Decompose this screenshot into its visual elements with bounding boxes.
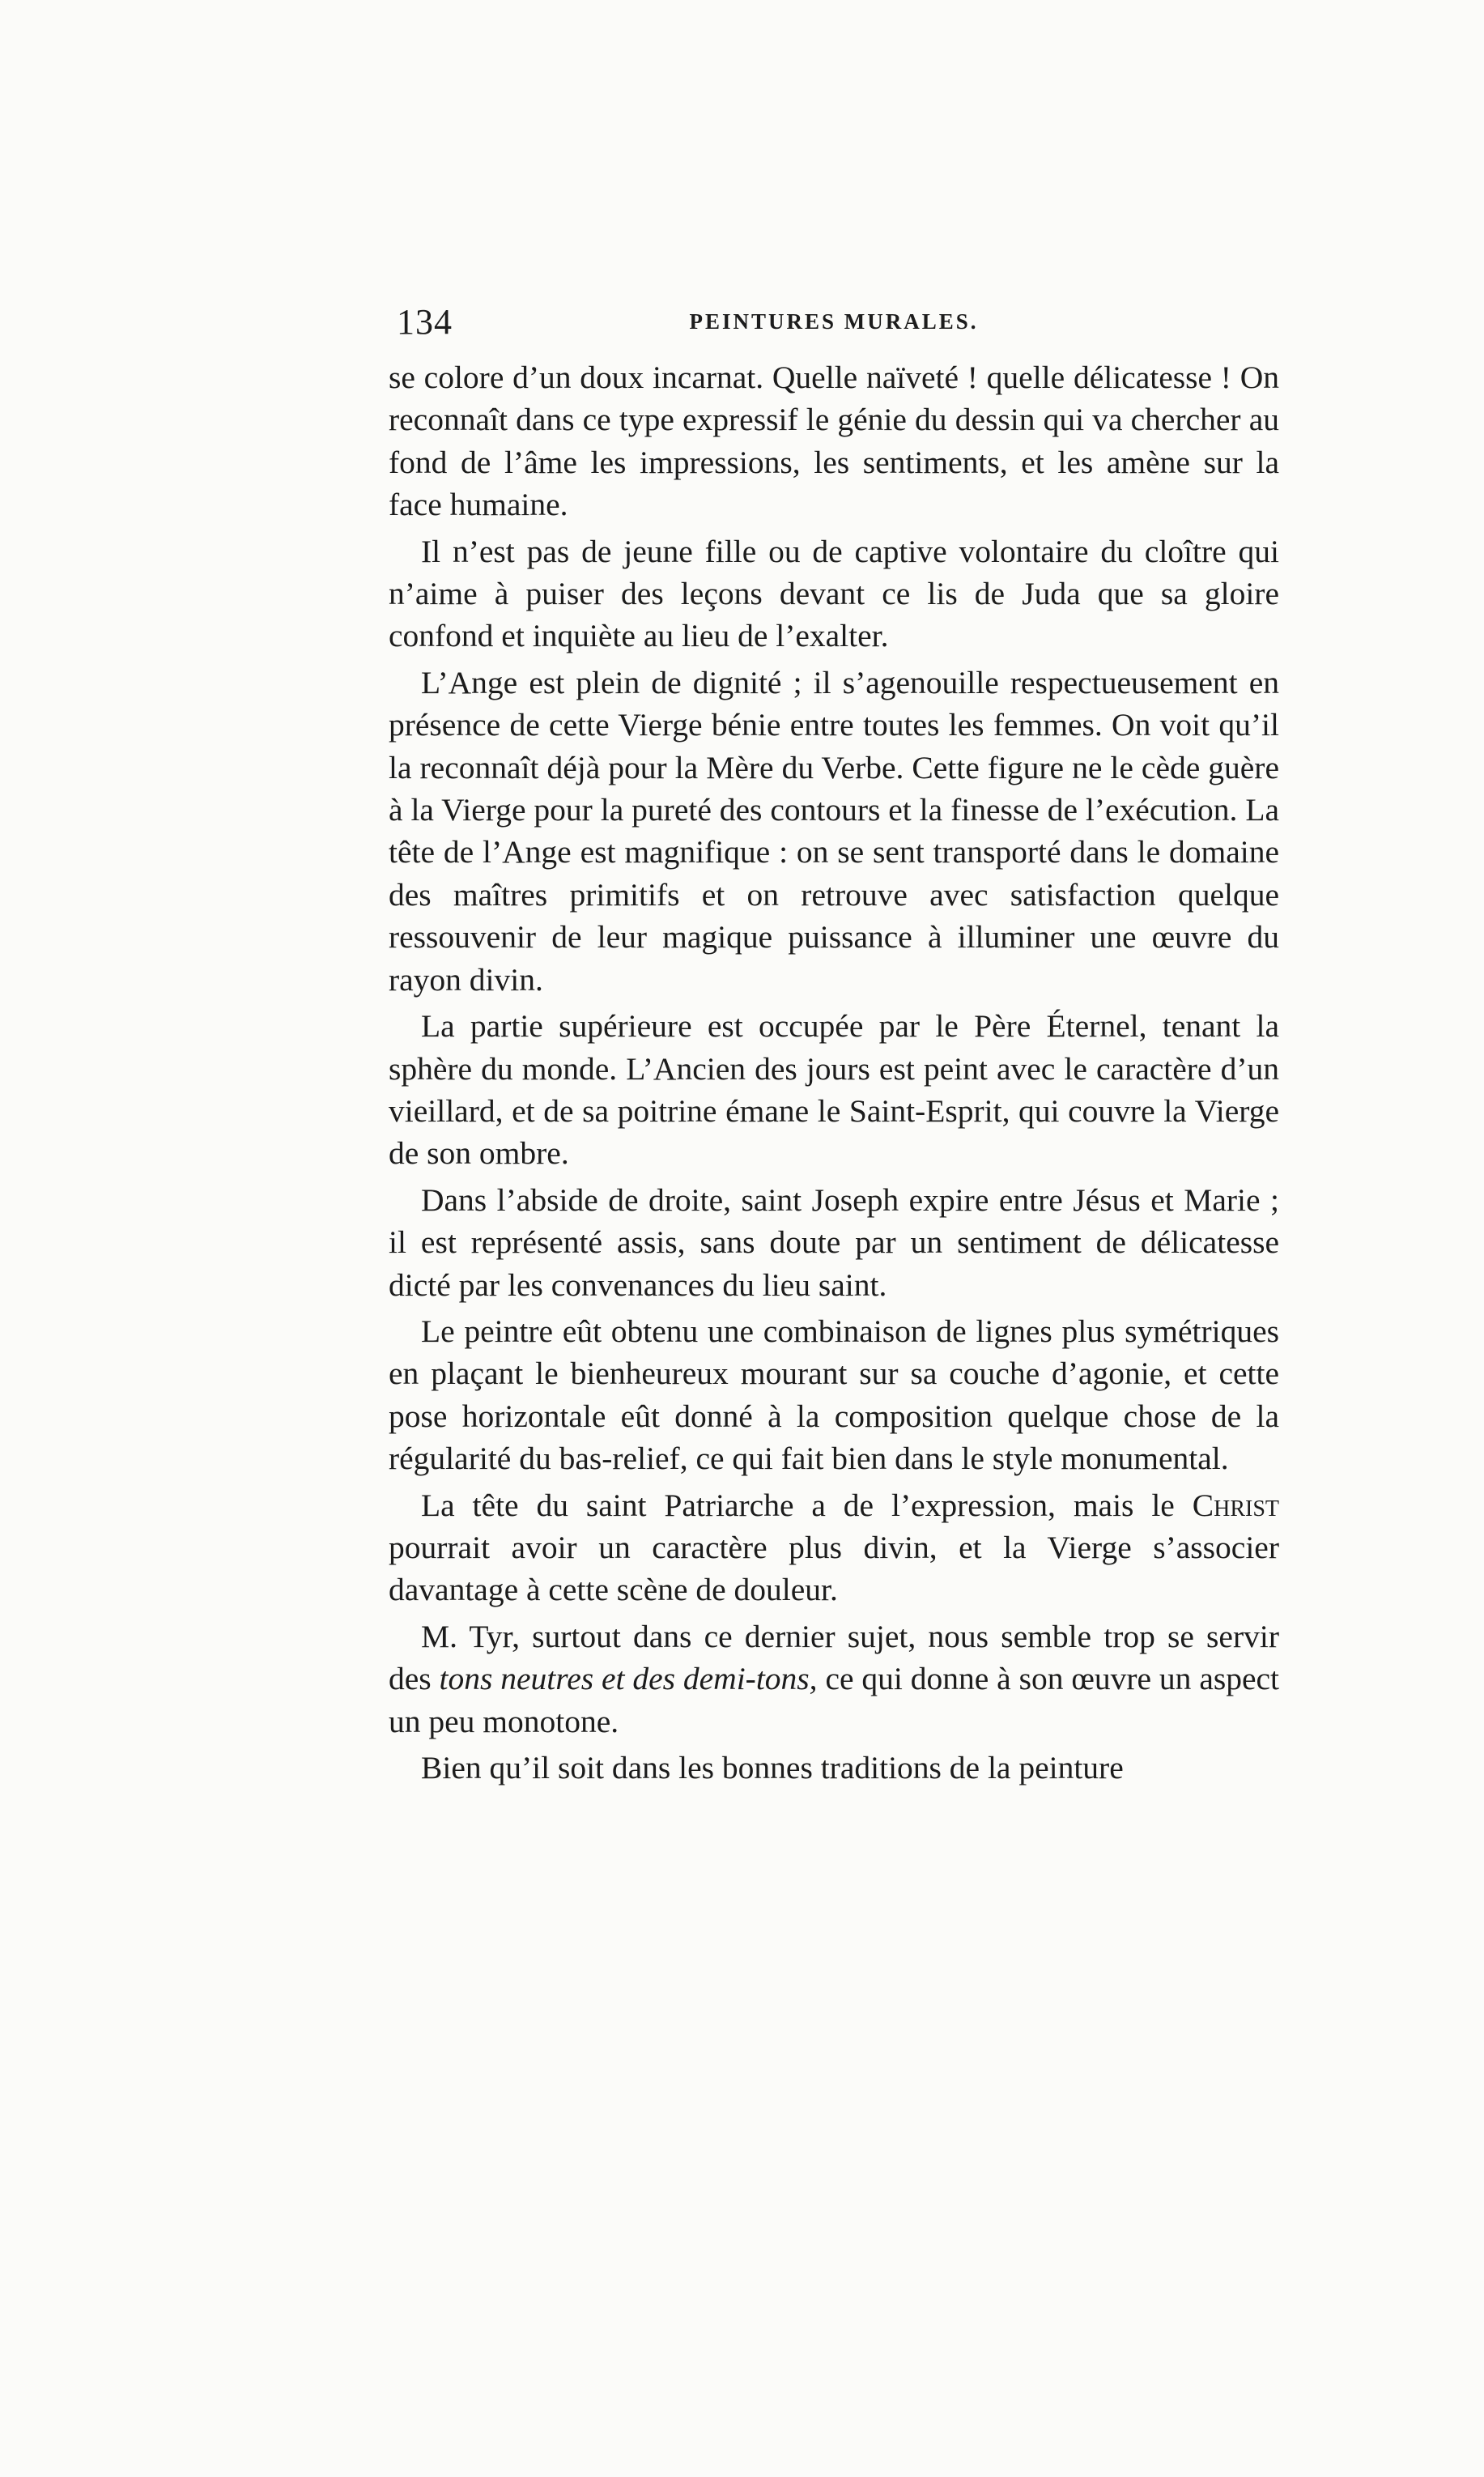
paragraph-7-end: pourrait avoir un caractère plus divin, et la Vierge s’associer davantage à cette scène de douleur.	[389, 1529, 1279, 1608]
body-text	[389, 356, 1279, 1793]
paragraph-6: Le peintre eût obtenu une combinaison de lignes plus symétriques en plaçant le bienheureux mourant sur sa couche d’agonie, et cette pose horizontale eût donné à la composition quelque chose de la régularité du bas-relief, ce qui fait bien dans le style monumental.	[389, 1313, 1279, 1477]
page-header	[389, 301, 1279, 350]
paragraph-8	[389, 1615, 1279, 1743]
paragraph-4: La partie supérieure est occupée par le Père Éternel, tenant la sphère du monde. L’Ancien des jours est peint avec le caractère d’un vieillard, et de sa poitrine émane le Saint-Esprit, qui couvre la Vierge de son ombre.	[389, 1008, 1279, 1172]
paragraph-8-start: M. Tyr, surtout dans ce dernier sujet, nous semble trop se servir des	[389, 1618, 1279, 1697]
christ-smallcaps: Christ	[1192, 1487, 1279, 1523]
paragraph-7	[389, 1484, 1279, 1611]
paragraph-2: Il n’est pas de jeune fille ou de captive volontaire du cloître qui n’aime à puiser des leçons devant ce lis de Juda que sa gloire confond et inquiète au lieu de l’exalter.	[389, 533, 1279, 654]
running-title: PEINTURES MURALES.	[689, 309, 979, 334]
paragraph-3: L’Ange est plein de dignité ; il s’agenouille respectueusement en présence de cette Vierge bénie entre toutes les femmes. On voit qu’il la reconnaît déjà pour la Mère du Verbe. Cette figure ne le cède guère à la Vierge pour la pureté des contours et la finesse de l’exécution. La tête de l’Ange est magnifique : on se sent transporté dans le domaine des maîtres primitifs et on retrouve avec satisfaction quelque ressouvenir de leur magique puissance à illuminer une œuvre du rayon divin.	[389, 664, 1279, 998]
page-number: 134	[397, 302, 453, 342]
paragraph-9: Bien qu’il soit dans les bonnes traditions de la peinture	[421, 1750, 1124, 1785]
paragraph-7-start: La tête du saint Patriarche a de l’expression, mais le	[421, 1487, 1175, 1523]
paragraph-8-italic: tons neutres et des demi-tons,	[439, 1661, 818, 1697]
paragraph-8-end: ce qui donne à son œuvre un aspect un peu monotone.	[389, 1661, 1280, 1739]
paragraph-1: se colore d’un doux incarnat. Quelle naïveté ! quelle délicatesse ! On reconnaît dans ce type expressif le génie du dessin qui va chercher au fond de l’âme les impressions, les sentiments, et les amène sur la face humaine.	[389, 360, 1279, 523]
paragraph-5: Dans l’abside de droite, saint Joseph expire entre Jésus et Marie ; il est représenté assis, sans doute par un sentiment de délicatesse dicté par les convenances du lieu saint.	[389, 1181, 1279, 1303]
